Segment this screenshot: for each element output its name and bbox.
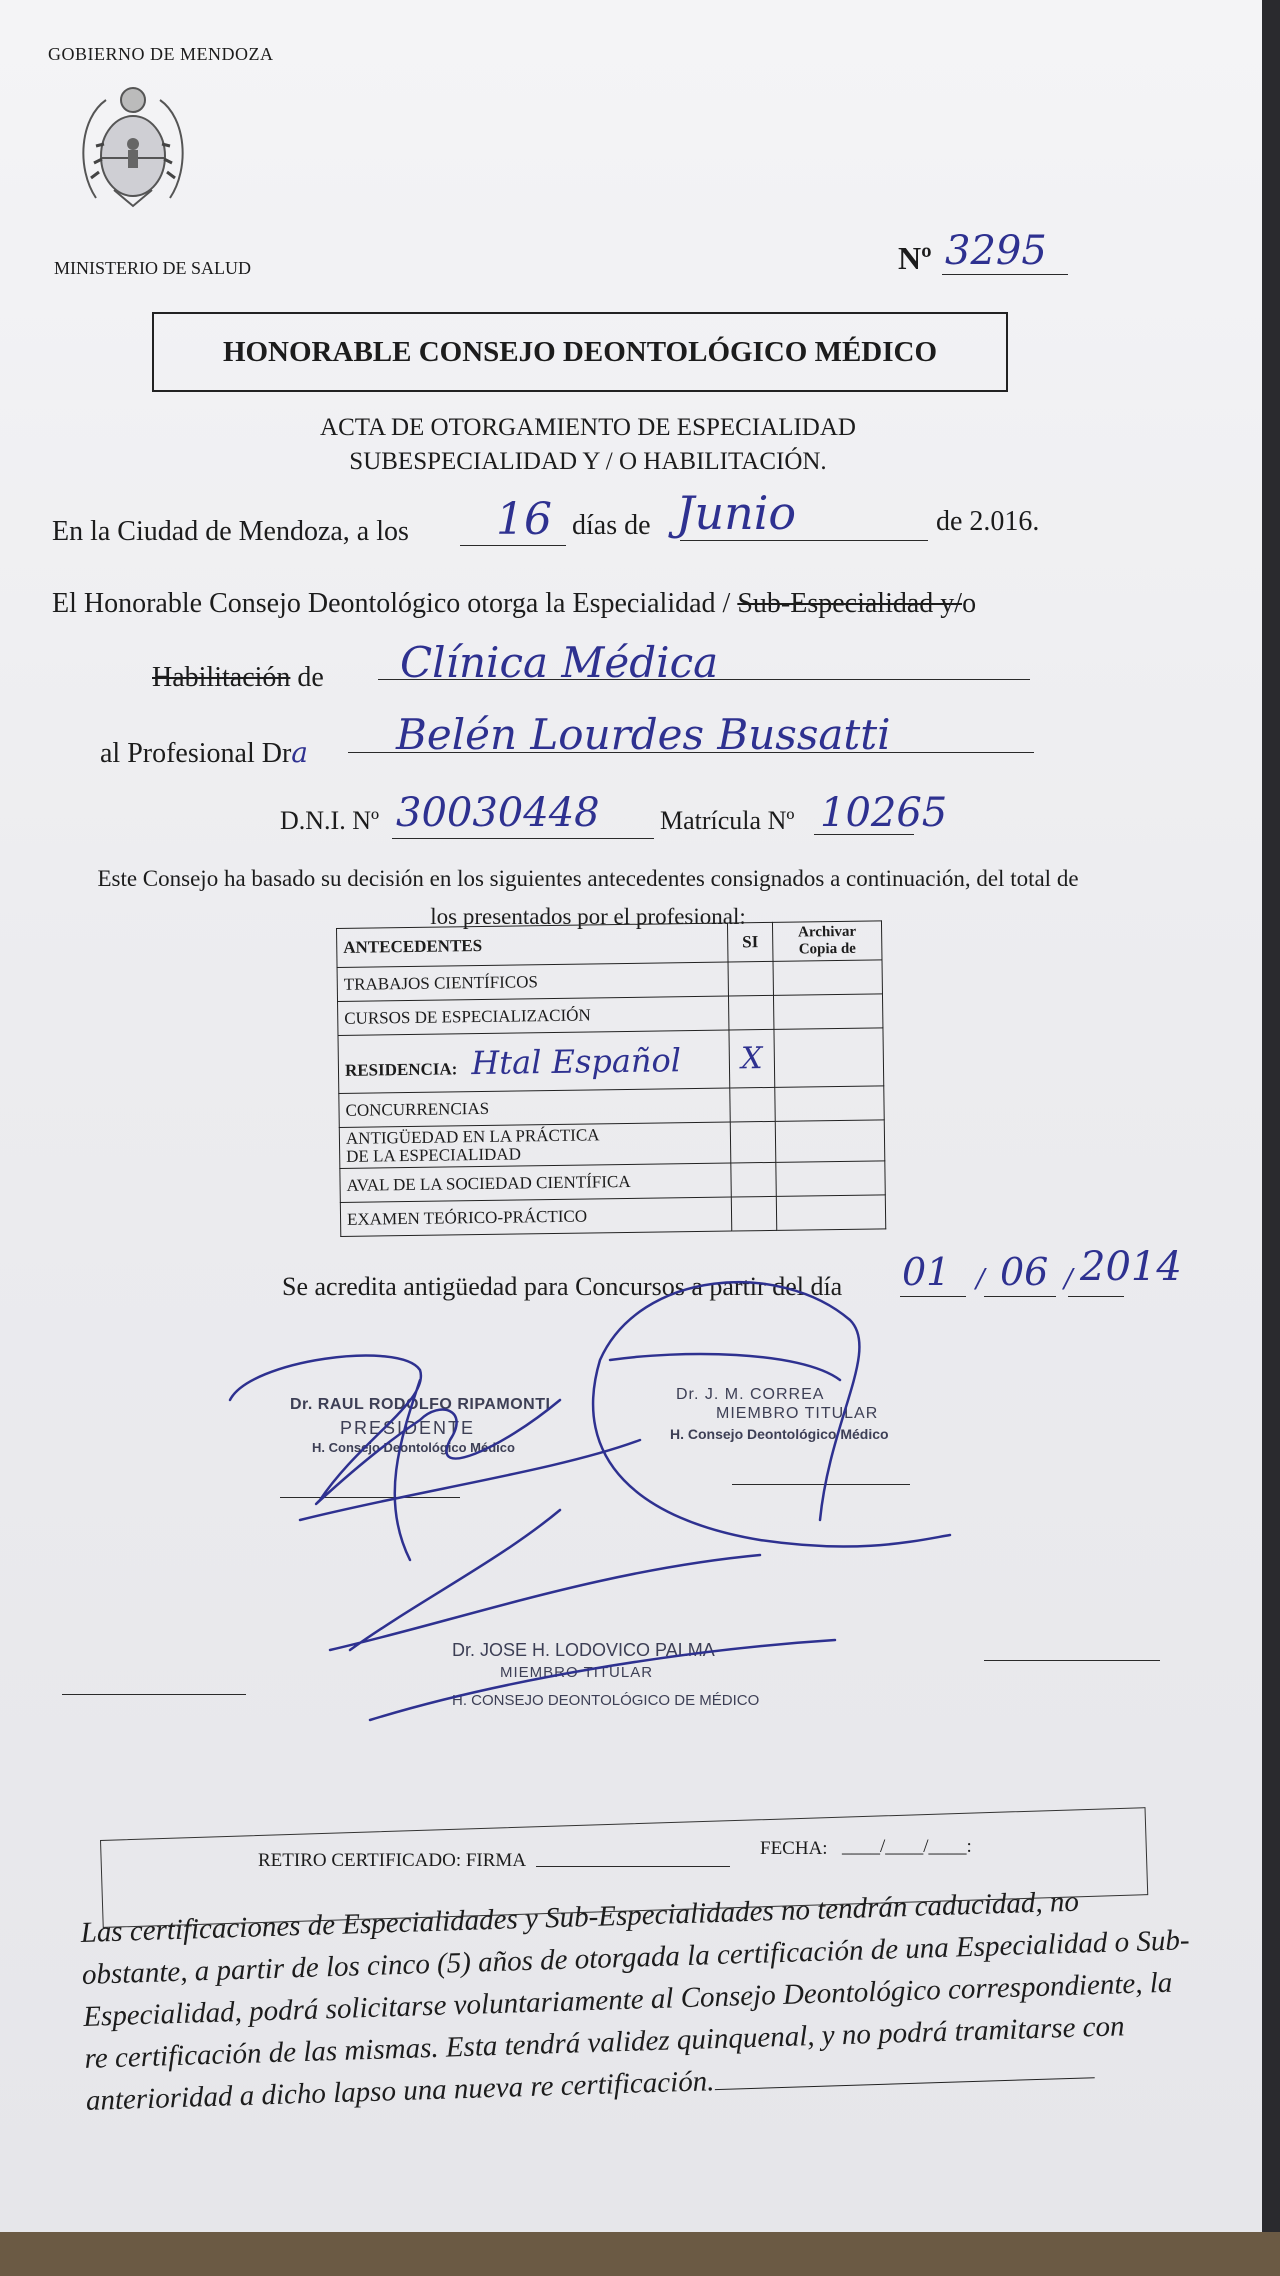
grant-statement (52, 588, 976, 620)
grant-text-struck: Sub-Especialidad y/ (737, 588, 963, 619)
stamp-president-org: H. Consejo Deontológico Médico (312, 1440, 515, 1455)
coat-of-arms-icon (76, 78, 190, 230)
header-antecedentes: ANTECEDENTES (337, 923, 729, 967)
seniority-sep-2: / (1064, 1264, 1073, 1294)
days-label: días de (572, 510, 651, 541)
table-row (340, 1195, 885, 1237)
seniority-text: Se acredita antigüedad para Concursos a partir del día (282, 1272, 843, 1301)
row-label: ANTIGÜEDAD EN LA PRÁCTICA (345, 1125, 600, 1148)
habilitacion-de: de (290, 662, 324, 693)
seniority-day: 01 (902, 1250, 951, 1294)
dni-value: 30030448 (396, 790, 600, 836)
seniority-year: 2014 (1080, 1244, 1182, 1290)
seniority-sep-1: / (976, 1264, 985, 1294)
header-archivar (772, 921, 882, 962)
stamp-president-name: Dr. RAUL RODOLFO RIPAMONTI (290, 1396, 551, 1413)
pickup-signature-label: RETIRO CERTIFICADO: FIRMA (258, 1850, 527, 1871)
specialty-value: Clínica Médica (400, 638, 719, 687)
habilitacion-struck: Habilitación (152, 662, 291, 693)
pickup-date-label: FECHA: (760, 1838, 828, 1859)
dni-underline (392, 838, 654, 839)
residencia-si-mark: X (729, 1029, 775, 1088)
month-underline (680, 540, 928, 541)
signature-line-right (984, 1660, 1160, 1661)
intro-line-2: los presentados por el profesional: (430, 904, 746, 929)
row-label: TRABAJOS CIENTÍFICOS (337, 962, 728, 1001)
signature-line-member-1 (732, 1484, 910, 1485)
stamp-member-2-name: Dr. JOSE H. LODOVICO PALMA (452, 1640, 715, 1660)
footer-underline (714, 2053, 1095, 2090)
signature-line-left (62, 1694, 246, 1695)
row-label: CONCURRENCIAS (339, 1088, 730, 1127)
intro-line-1: Este Consejo ha basado su decisión en los siguientes antecedentes consignados a continuación, del total de (97, 866, 1079, 891)
document-title: HONORABLE CONSEJO DEONTOLÓGICO MÉDICO (152, 312, 1008, 392)
professional-name: Belén Lourdes Bussatti (396, 710, 891, 759)
stamp-member-2-role: MIEMBRO TITULAR (500, 1664, 654, 1681)
professional-line (100, 736, 308, 770)
stamp-member-1-org: H. Consejo Deontológico Médico (670, 1426, 889, 1442)
antecedents-table (336, 920, 886, 1237)
professional-suffix: a (291, 736, 308, 769)
specialty-underline (378, 679, 1030, 680)
footer-note (80, 1877, 1196, 2122)
pickup-signature-line (536, 1866, 730, 1867)
ministry-name: MINISTERIO DE SALUD (54, 258, 251, 278)
matricula-label: Matrícula Nº (660, 806, 795, 835)
number-label: Nº (898, 240, 932, 276)
seniority-year-underline (1068, 1296, 1124, 1297)
month-value: Junio (676, 486, 797, 540)
day-underline (460, 545, 566, 546)
act-title-line-1: ACTA DE OTORGAMIENTO DE ESPECIALIDAD (320, 414, 856, 441)
row-residencia-cell (338, 1030, 730, 1093)
signature-line-president (280, 1497, 460, 1498)
row-label: EXAMEN TEÓRICO-PRÁCTICO (340, 1197, 731, 1236)
seniority-month: 06 (1000, 1250, 1049, 1294)
number-underline (942, 274, 1068, 275)
dni-label: D.N.I. Nº (280, 806, 380, 835)
stamp-president-role: PRESIDENTE (340, 1418, 476, 1438)
habilitacion-line (152, 662, 324, 694)
footer-text: Las certificaciones de Especialidades y Sub-Especialidades no tendrán caducidad, no obstante, a partir de los cinco (5) años de otorgada la certificación de una Especialidad o Sub-Especialidad, podrá solicitarse voluntariamente al Consejo Deontológico correspondiente, la re certificación de las mismas. Esta tendrá validez quinquenal, y no podrá tramitarse con anterioridad a dicho lapso una nueva re certificación. (80, 1885, 1190, 2117)
matricula-underline (814, 834, 914, 835)
seniority-month-underline (984, 1296, 1056, 1297)
year-label: de 2.016. (936, 506, 1040, 537)
document-number: 3295 (945, 228, 1047, 274)
row-label: CURSOS DE ESPECIALIZACIÓN (338, 996, 729, 1035)
row-label: RESIDENCIA: (344, 1058, 458, 1080)
day-value: 16 (496, 494, 552, 545)
professional-label: al Profesional Dr (100, 738, 292, 769)
government-name: GOBIERNO DE MENDOZA (48, 44, 274, 64)
table-row-residencia (338, 1028, 884, 1094)
professional-underline (348, 752, 1034, 753)
seniority-day-underline (900, 1296, 966, 1297)
grant-text-b: o (962, 588, 977, 619)
stamp-member-1-name: Dr. J. M. CORREA (676, 1386, 825, 1403)
header-archivar-1: Archivar (797, 923, 857, 941)
header-archivar-2: Copia de (798, 940, 856, 958)
city-prefix: En la Ciudad de Mendoza, a los (52, 516, 409, 547)
act-title-line-2: SUBESPECIALIDAD Y / O HABILITACIÓN. (349, 448, 827, 475)
grant-text-a: El Honorable Consejo Deontológico otorga la Especialidad / (52, 588, 738, 619)
row-antiguedad-cell (339, 1122, 731, 1168)
background-edge (1262, 0, 1280, 2232)
row-label-2: DE LA ESPECIALIDAD (346, 1144, 522, 1166)
stamp-member-1-role: MIEMBRO TITULAR (716, 1405, 879, 1422)
header-si: SI (727, 922, 773, 962)
row-label: AVAL DE LA SOCIEDAD CIENTÍFICA (340, 1163, 731, 1202)
stamp-member-2-org: H. CONSEJO DEONTOLÓGICO DE MÉDICO (452, 1692, 760, 1709)
residencia-value: Htal Español (471, 1040, 682, 1082)
pickup-date-slots: ____/____/____: (842, 1836, 972, 1857)
matricula-value: 10265 (820, 790, 948, 836)
